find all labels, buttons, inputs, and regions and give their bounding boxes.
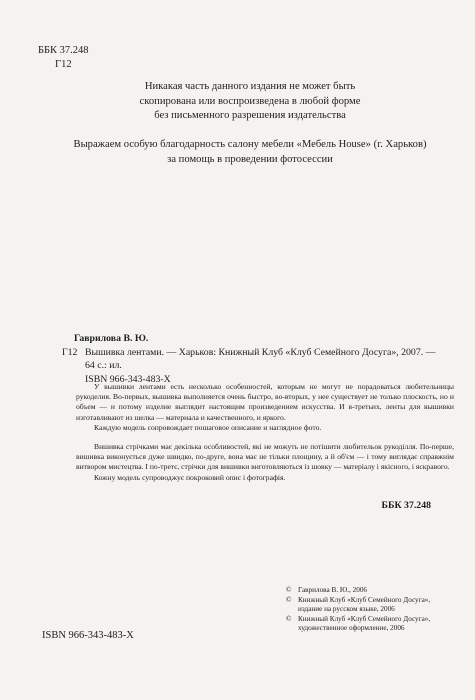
annotation-paragraph: У вышивки лентами есть несколько особенностей, которым не могут не порадоваться любительницы рукоделия. Во-первых, вышивка выполняется очень быстро, во-вторых, у нее существует не только плоскость, но и объем — и потому изделие выглядит настоящим произведением искусства. И в-третьих, ленты для вышивки изготавливают из шелка — материала и качественного, и яркого. bbox=[76, 382, 454, 422]
catalog-author: Гаврилова В. Ю. bbox=[74, 333, 149, 344]
annotation-paragraph: Кожну модель супроводжує покроковий опис і фотографія. bbox=[94, 472, 286, 482]
thanks-line: за помощь в проведении фотосессии bbox=[167, 153, 333, 165]
copyright-entry bbox=[286, 615, 456, 634]
catalog-title-row bbox=[62, 346, 442, 360]
copyright-line: Книжный Клуб «Клуб Семейного Досуга», bbox=[298, 595, 431, 604]
copyright-entry bbox=[286, 596, 456, 615]
thanks-line: Выражаем особую благодарность салону мебели «Мебель House» (г. Харьков) bbox=[73, 139, 427, 150]
copyright-line: Книжный Клуб «Клуб Семейного Досуга», bbox=[298, 614, 431, 623]
author-sign-code: Г12 bbox=[55, 59, 72, 70]
notice-line: Никакая часть данного издания не может быть bbox=[144, 81, 356, 92]
notice-line: без письменного разрешения издательства bbox=[154, 110, 346, 121]
bbk-index-bottom: ББК 37.248 bbox=[381, 500, 431, 511]
acknowledgement bbox=[40, 138, 460, 167]
annotation-ukrainian bbox=[76, 442, 454, 483]
copyright-line: художественное оформление, 2006 bbox=[298, 624, 405, 633]
annotation-paragraph: Каждую модель сопровождает пошаговое описание и наглядное фото. bbox=[94, 422, 322, 432]
copyright-symbol: © bbox=[286, 586, 292, 594]
bbk-label: ББК 37.248 bbox=[38, 45, 89, 56]
copyright-line: издание на русском языке, 2006 bbox=[298, 605, 395, 614]
catalog-pages: 64 с.: ил. bbox=[85, 360, 122, 372]
copyright-notice bbox=[40, 80, 460, 124]
notice-line: скопирована или воспроизведена в любой форме bbox=[139, 95, 361, 107]
bbk-index-block bbox=[38, 44, 89, 72]
copyright-block bbox=[286, 586, 456, 634]
isbn-bottom: ISBN 966-343-483-X bbox=[42, 630, 134, 641]
copyright-symbol: © bbox=[286, 595, 292, 604]
annotation-russian bbox=[76, 382, 454, 433]
annotation-paragraph: Вишивка стрічками має декілька особливостей, які не можуть не потішити любительок рукоділля. По-перше, вишивка виконується дуже швидко, по-друге, вона має не тільки площину, а й об'єм — і тому виглядає справжнім витвором мистецтва. І по-третє, стрічки для вишивки виготовляються із шовку — матеріалу і якісного, і яскравого. bbox=[76, 442, 454, 472]
copyright-entry bbox=[286, 586, 456, 596]
copyright-symbol: © bbox=[286, 614, 292, 623]
catalog-code: Г12 bbox=[62, 346, 78, 358]
catalog-isbn: ISBN 966-343-483-X bbox=[85, 373, 171, 385]
catalog-title: Вышивка лентами. — Харьков: Книжный Клуб «Клуб Семейного Досуга», 2007. — bbox=[85, 346, 436, 358]
catalog-record bbox=[62, 332, 442, 386]
copyright-line: Гаврилова В. Ю., 2006 bbox=[298, 586, 368, 594]
